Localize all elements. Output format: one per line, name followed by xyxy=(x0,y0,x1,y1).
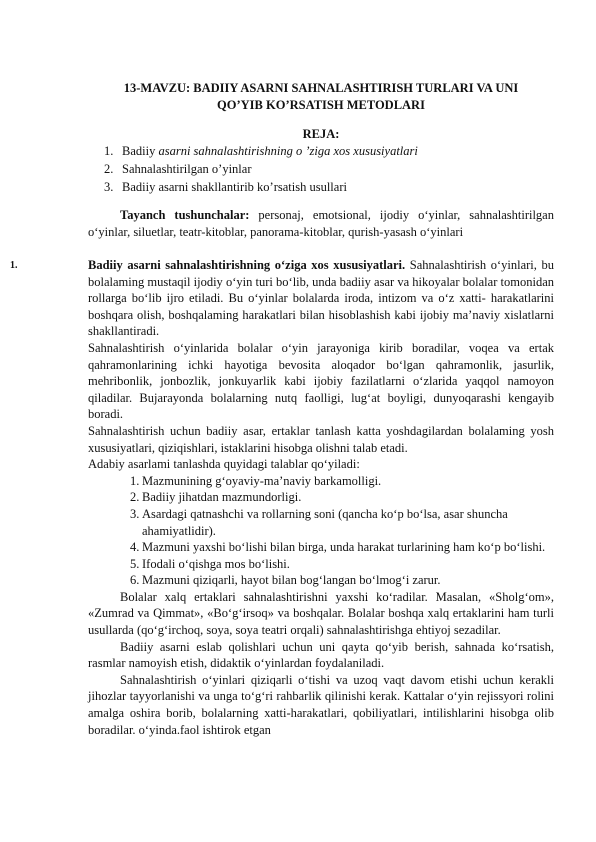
plan-item-text: Sahnalashtirilgan o’yinlar xyxy=(122,162,252,176)
plan-item-number: 1. xyxy=(104,144,114,158)
paragraph: Sahnalashtirish o‘yinlari, bu bolalaming mustaqil ijodiy o‘yin turi bo‘lib, unda badiiy asar va hikoyalar bolalar tomonidan rollarga bo‘lib ijro etiladi. Bu o‘yinlar bolalarda iroda, intizom va o‘z xatti- harakatlarini boshqara olish, boshqalaming harakatlari bilan hisoblashish kabi ijobiy ma’naviy xislatlarni shakllantiradi. xyxy=(88,258,554,339)
requirement-number: 3. xyxy=(130,506,140,521)
plan-item xyxy=(104,142,544,160)
requirement-text: Mazmunining g‘oyaviy-ma’naviy barkamolligi. xyxy=(142,473,382,488)
plan-item-text: Badiiy asarni shakllantirib ko’rsatish usullari xyxy=(122,180,347,194)
requirement-item xyxy=(130,572,554,589)
requirement-text: Asardagi qatnashchi va rollarning soni (qancha ko‘p bo‘lsa, asar shuncha ahamiyatlidir). xyxy=(142,506,508,538)
key-concepts xyxy=(88,207,554,240)
requirement-text: Mazmuni qiziqarli, hayot bilan bog‘langan bo‘lmog‘i zarur. xyxy=(142,573,441,588)
paragraph: Sahnalashtirish o‘yinlari qiziqarli o‘tishi va uzoq vaqt davom etishi uchun kerakli jihozlar tayyorlanishi va unga to‘g‘ri rahbarlik qilinishi kerak. Kattalar o‘yin rejissyori rolini amalga oshira borib, bolalarning xatti-harakatlari, qobiliyatlari, intilishlarini hisobga olib boradilar. o‘yinda.faol ishtirok etgan xyxy=(88,672,554,737)
plan-item-text: Badiiy xyxy=(122,144,159,158)
plan-item-number: 2. xyxy=(104,162,114,176)
plan-heading: REJA: xyxy=(302,127,340,141)
paragraph: Bolalar xalq ertaklari sahnalashtirishni yaxshi ko‘radilar. Masalan, «Sholg‘om», «Zumrad va Qimmat», «Bo‘g‘irsoq» va boshqalar. Bolalar boshqa xalq ertaklarini ham turli usullarda (qo‘g‘irchoq, soya, soya teatri orqali) sahnalashtirishga ehtiyoj sezadilar. xyxy=(88,589,554,638)
paragraph: Sahnalashtirish uchun badiiy asar, ertaklar tanlash katta yoshdagilardan bolalaming yosh xususiyatlari, qiziqishlari, istaklarini hisobga olishni talab etadi. xyxy=(88,423,554,455)
requirements-list xyxy=(88,473,554,589)
requirement-text: Badiiy jihatdan mazmundorligi. xyxy=(142,490,302,505)
requirement-item xyxy=(130,489,554,506)
title-line-1: 13-MAVZU: BADIIY ASARNI SAHNALASHTIRISH TURLARI VA UNI xyxy=(123,81,519,95)
paragraph: Sahnalashtirish o‘yinlarida bolalar o‘yin jarayoniga kirib boradilar, voqea va ertak qahramonlarining ichki hayotiga bevosita aloqador bo‘lgan qahramonlik, jasurlik, mehribonlik, jonbozlik, jonkuyarlik kabi ijobiy fazilatlarni o‘zlarida yaqqol namoyon qiladilar. Bujarayonda bolalarning nutq faolligi, lug‘at boyligi, dunyoqarashi kengayib boradi. xyxy=(88,340,554,422)
plan-item-italic: asarni sahnalashtirishning o ’ziga xos xususiyatlari xyxy=(158,144,418,158)
plan-item xyxy=(104,178,544,196)
requirement-text: Mazmuni yaxshi bo‘lishi bilan birga, unda harakat turlarining ham ko‘p bo‘lishi. xyxy=(142,540,546,555)
requirement-item xyxy=(130,556,554,573)
requirement-number: 4. xyxy=(130,540,140,555)
requirement-text: Ifodali o‘qishga mos bo‘lishi. xyxy=(142,556,290,571)
section-heading: Badiiy asarni sahnalashtirishning o‘ziga xos xususiyatlari. xyxy=(88,258,406,272)
page-title xyxy=(88,80,554,113)
requirement-number: 2. xyxy=(130,490,140,505)
section-1 xyxy=(88,257,554,738)
plan-list xyxy=(104,142,544,196)
plan-item xyxy=(104,160,544,178)
key-concepts-label: Tayanch tushunchalar: xyxy=(120,208,250,222)
title-line-2: QO’YIB KO’RSATISH METODLARI xyxy=(217,97,425,112)
paragraph: Adabiy asarlami tanlashda quyidagi talablar qo‘yiladi: xyxy=(88,457,360,472)
paragraph: Badiiy asarni eslab qolishlari uchun uni qayta qo‘yib berish, sahnada ko‘rsatish, rasmlar namoyish etish, didaktik o‘yinlardan foydalaniladi. xyxy=(88,639,554,671)
requirement-item xyxy=(130,539,554,556)
requirement-number: 6. xyxy=(130,573,140,588)
requirement-number: 1. xyxy=(130,473,140,488)
requirement-item xyxy=(130,473,554,490)
requirement-item xyxy=(130,506,554,539)
key-concepts-text: personaj, emotsional, ijodiy o‘yinlar, sahnalashtirilgan o‘yinlar, siluetlar, teatr-kitoblar, panorama-kitoblar, qurish-yasash o‘yinlari xyxy=(88,208,554,239)
requirement-number: 5. xyxy=(130,556,140,571)
plan-item-number: 3. xyxy=(104,180,114,194)
section-side-number: 1. xyxy=(10,260,18,271)
